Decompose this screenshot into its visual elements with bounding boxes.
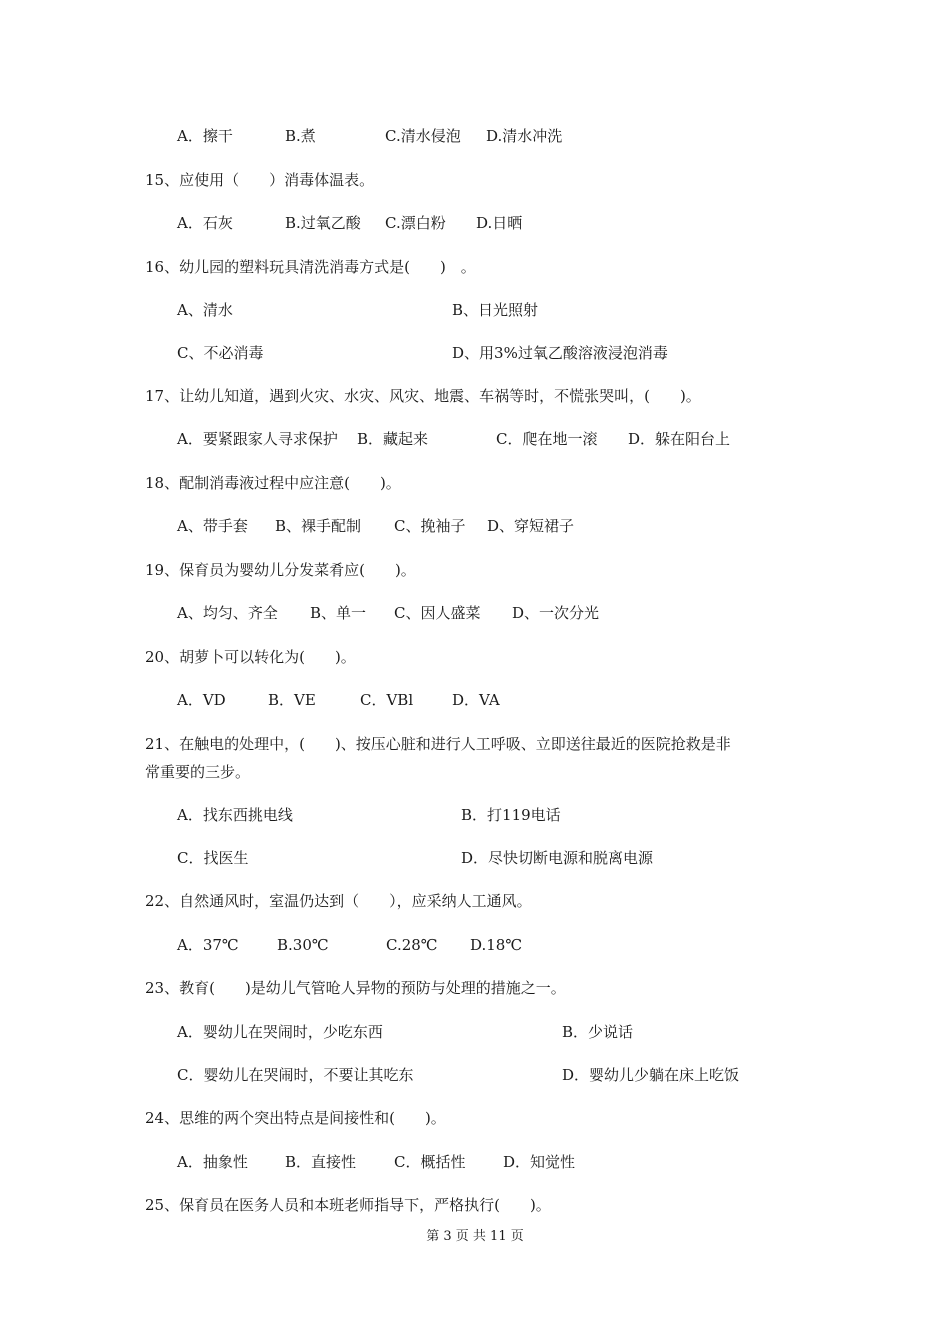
q22-option-a: A．37℃ xyxy=(177,936,239,954)
q14-option-a: A．擦干 xyxy=(177,127,233,145)
question-15: 15、应使用（ ）消毒体温表。 xyxy=(145,171,375,189)
q17-option-a: A．要紧跟家人寻求保护 xyxy=(177,430,338,448)
q21-option-b: B．打119电话 xyxy=(461,806,561,824)
q14-option-c: C.清水侵泡 xyxy=(385,127,461,145)
q16-option-b: B、日光照射 xyxy=(452,301,539,319)
q23-option-a: A．婴幼儿在哭闹时，少吃东西 xyxy=(177,1023,383,1041)
q21-option-a: A．找东西挑电线 xyxy=(177,806,293,824)
q18-option-a: A、带手套 xyxy=(177,517,248,535)
q23-option-b: B．少说话 xyxy=(562,1023,634,1041)
q17-option-b: B．藏起来 xyxy=(357,430,429,448)
q23-option-c: C．婴幼儿在哭闹时，不要让其吃东 xyxy=(177,1066,414,1084)
question-19: 19、保育员为婴幼儿分发菜肴应( )。 xyxy=(145,561,416,579)
question-18: 18、配制消毒液过程中应注意( )。 xyxy=(145,474,401,492)
q16-option-a: A、清水 xyxy=(177,301,233,319)
q16-option-d: D、用3%过氧乙酸溶液浸泡消毒 xyxy=(452,344,668,362)
q17-option-d: D．躲在阳台上 xyxy=(628,430,731,448)
q19-option-d: D、一次分光 xyxy=(512,604,600,622)
q15-option-a: A．石灰 xyxy=(177,214,233,232)
q14-option-b: B.煮 xyxy=(285,127,316,145)
page-number: 第 3 页 共 11 页 xyxy=(426,1229,524,1244)
q22-option-c: C.28℃ xyxy=(386,936,438,954)
q14-option-d: D.清水冲洗 xyxy=(486,127,563,145)
q15-option-d: D.日晒 xyxy=(476,214,523,232)
q23-option-d: D．婴幼儿少躺在床上吃饭 xyxy=(562,1066,740,1084)
q16-option-c: C、不必消毒 xyxy=(177,344,264,362)
question-20: 20、胡萝卜可以转化为( )。 xyxy=(145,648,356,666)
q24-option-a: A．抽象性 xyxy=(177,1153,248,1171)
question-23: 23、教育( )是幼儿气管呛人异物的预防与处理的措施之一。 xyxy=(145,979,566,997)
q19-option-b: B、单一 xyxy=(310,604,367,622)
question-17: 17、让幼儿知道，遇到火灾、水灾、风灾、地震、车祸等时，不慌张哭叫，( )。 xyxy=(145,387,701,405)
q15-option-c: C.漂白粉 xyxy=(385,214,446,232)
q20-option-a: A．VD xyxy=(177,691,226,709)
q24-option-b: B．直接性 xyxy=(285,1153,357,1171)
q21-option-c: C．找医生 xyxy=(177,849,249,867)
question-21: 21、在触电的处理中，( )、按压心脏和进行人工呼吸、立即送往最近的医院抢救是非 xyxy=(145,735,731,753)
q20-option-b: B．VE xyxy=(268,691,316,709)
q18-option-b: B、裸手配制 xyxy=(275,517,362,535)
q15-option-b: B.过氧乙酸 xyxy=(285,214,361,232)
q22-option-b: B.30℃ xyxy=(277,936,329,954)
q19-option-a: A、均匀、齐全 xyxy=(177,604,278,622)
q21-option-d: D．尽快切断电源和脱离电源 xyxy=(461,849,654,867)
q18-option-d: D、穿短裙子 xyxy=(487,517,575,535)
q20-option-c: C．VBl xyxy=(360,691,414,709)
q17-option-c: C．爬在地一滚 xyxy=(496,430,598,448)
question-21-cont: 常重要的三步。 xyxy=(145,763,251,781)
question-22: 22、自然通风时，室温仍达到（ ），应采纳人工通风。 xyxy=(145,892,532,910)
q18-option-c: C、挽袖子 xyxy=(394,517,466,535)
question-25: 25、保育员在医务人员和本班老师指导下，严格执行( )。 xyxy=(145,1196,551,1214)
q19-option-c: C、因人盛菜 xyxy=(394,604,481,622)
q24-option-c: C．概括性 xyxy=(394,1153,466,1171)
q20-option-d: D．VA xyxy=(452,691,500,709)
question-16: 16、幼儿园的塑料玩具清洗消毒方式是( ) 。 xyxy=(145,258,476,276)
question-24: 24、思维的两个突出特点是间接性和( )。 xyxy=(145,1109,446,1127)
q22-option-d: D.18℃ xyxy=(470,936,523,954)
q24-option-d: D．知觉性 xyxy=(503,1153,576,1171)
